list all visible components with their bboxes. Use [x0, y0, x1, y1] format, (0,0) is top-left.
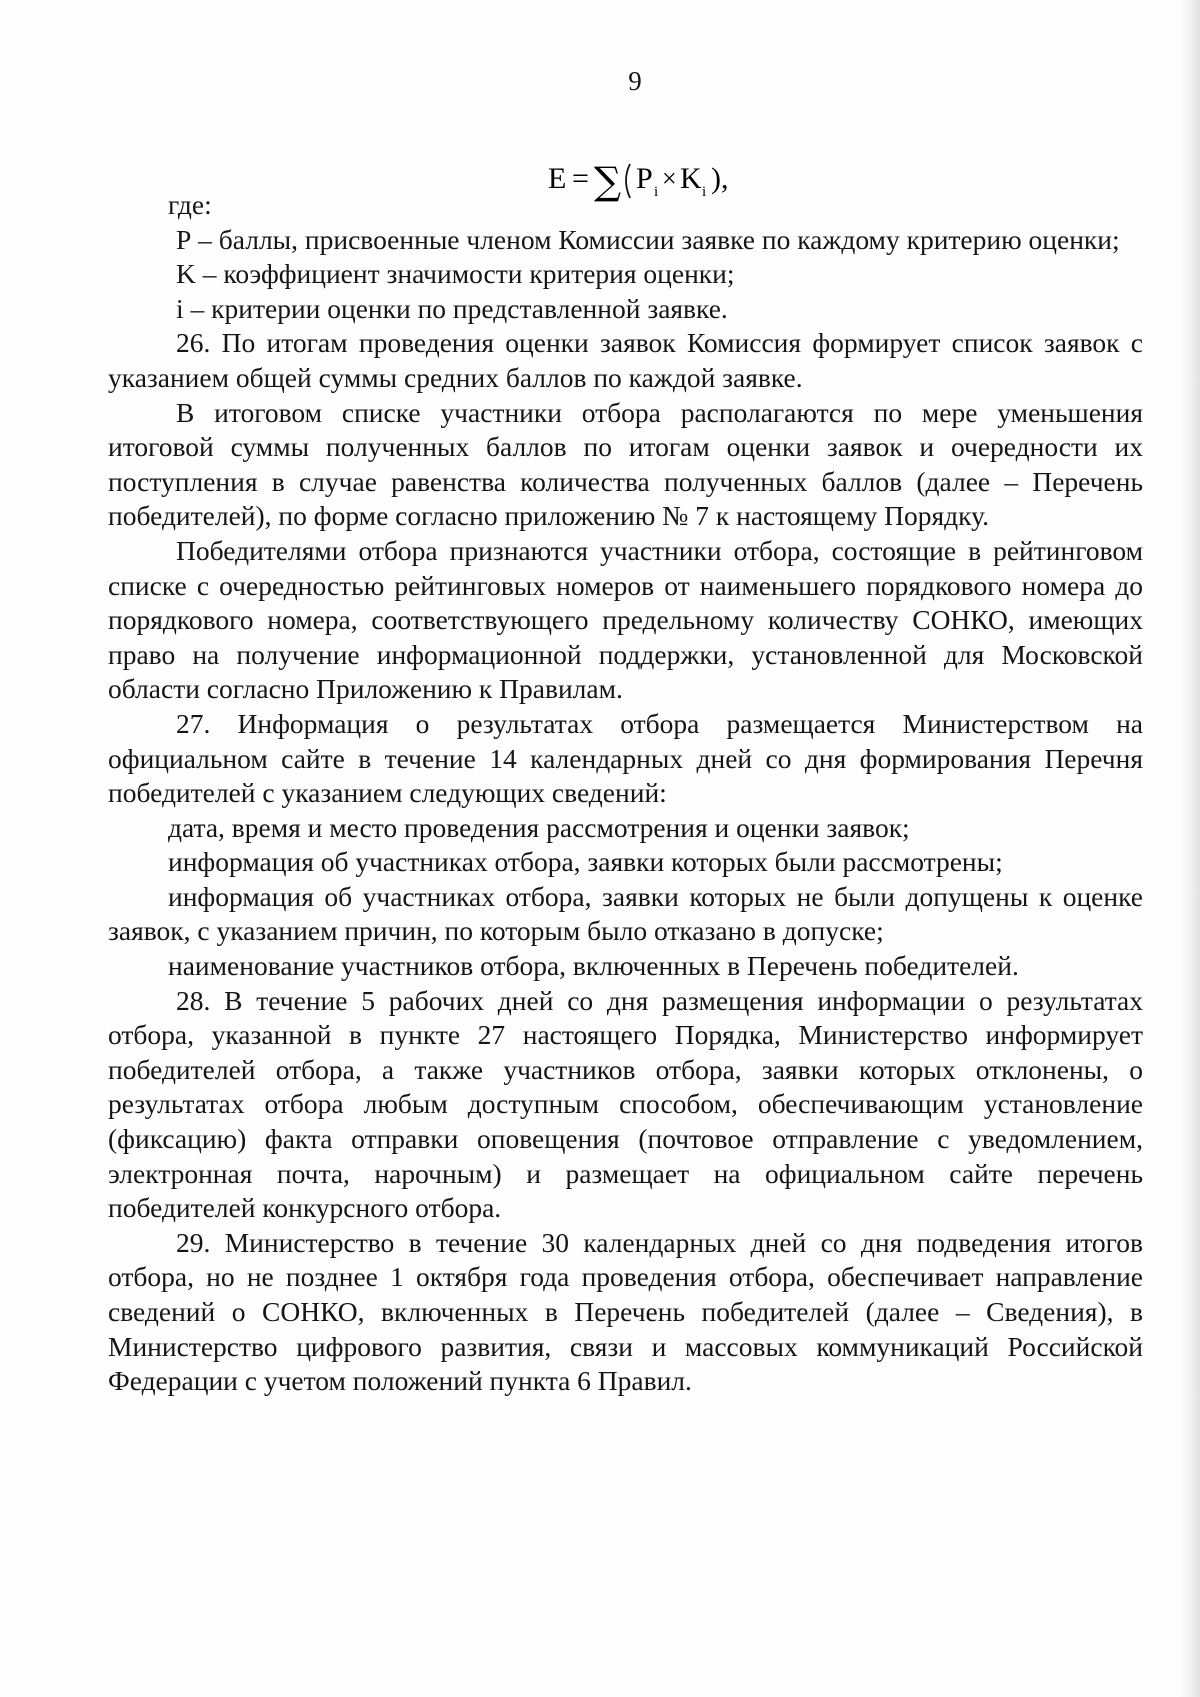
page-number: 9 [628, 66, 642, 96]
scan-edge-shadow [1178, 0, 1200, 1697]
paragraph-i-definition: i – критерии оценки по представленной заявке. [176, 292, 728, 324]
formula-times: × [662, 164, 677, 193]
paragraph-item-26-ranking: В итоговом списке участники отбора располагаются по мере уменьшения итоговой суммы полученных баллов по итогам оценки заявок и очередности их поступления в случае равенства количества полученных баллов (далее – Перечень победителей), по форме согласно приложению № 7 к настоящему Порядку. [108, 396, 1143, 532]
paragraph-item-27-date: дата, время и место проведения рассмотрения и оценки заявок; [168, 811, 910, 843]
formula-close: ), [711, 162, 729, 195]
paragraph-k-definition: K – коэффициент значимости критерия оценки; [176, 258, 735, 290]
formula-k-subscript: i [702, 184, 707, 200]
formula-k: K [680, 162, 702, 195]
formula-lhs: E [548, 162, 567, 195]
formula-sum-sign: ∑ [594, 159, 622, 203]
paragraph-where: где: [168, 189, 212, 220]
paragraph-item-26: 26. По итогам проведения оценки заявок Комиссия формирует список заявок с указанием общей суммы средних баллов по каждой заявке. [108, 327, 1143, 393]
paragraph-p-definition: Р – баллы, присвоенные членом Комиссии заявке по каждому критерию оценки; [176, 223, 1120, 255]
paragraph-item-27-winners-list: наименование участников отбора, включенных в Перечень победителей. [168, 950, 1019, 982]
paragraph-item-28: 28. В течение 5 рабочих дней со дня размещения информации о результатах отбора, указанной в пункте 27 настоящего Порядка, Министерство информирует победителей отбора, а также участников отбора, заявки которых отклонены, о результатах отбора любым доступным способом, обеспечивающим установление (фиксацию) факта отправки оповещения (почтовое отправление с уведомлением, электронная почта, нарочным) и размещает на официальном сайте перечень победителей конкурсного отбора. [108, 984, 1143, 1224]
paragraph-item-26-winners: Победителями отбора признаются участники отбора, состоящие в рейтинговом списке с очередностью рейтинговых номеров от наименьшего порядкового номера до порядкового номера, соответствующего предельному количеству СОНКО, имеющих право на получение информационной поддержки, установленной для Московской области согласно Приложению к Правилам. [108, 534, 1143, 705]
paragraph-item-27-reviewed: информация об участниках отбора, заявки которых были рассмотрены; [168, 846, 1003, 878]
body-text [108, 188, 1143, 1399]
formula-p: P [636, 162, 653, 195]
paragraph-item-27-rejected: информация об участниках отбора, заявки которых не были допущены к оценке заявок, с указанием причин, по которым было отказано в допуске; [108, 880, 1143, 947]
paragraph-item-29: 29. Министерство в течение 30 календарных дней со дня подведения итогов отбора, но не позднее 1 октября года проведения отбора, обеспечивает направление сведений о СОНКО, включенных в Перечень победителей (далее – Сведения), в Министерство цифрового развития, связи и массовых коммуникаций Российской Федерации с учетом положений пункта 6 Правил. [108, 1226, 1143, 1397]
formula-equals: = [572, 162, 589, 195]
paragraph-item-27: 27. Информация о результатах отбора размещается Министерством на официальном сайте в течение 14 календарных дней со дня формирования Перечня победителей с указанием следующих сведений: [108, 707, 1143, 809]
formula-p-subscript: i [654, 184, 659, 200]
